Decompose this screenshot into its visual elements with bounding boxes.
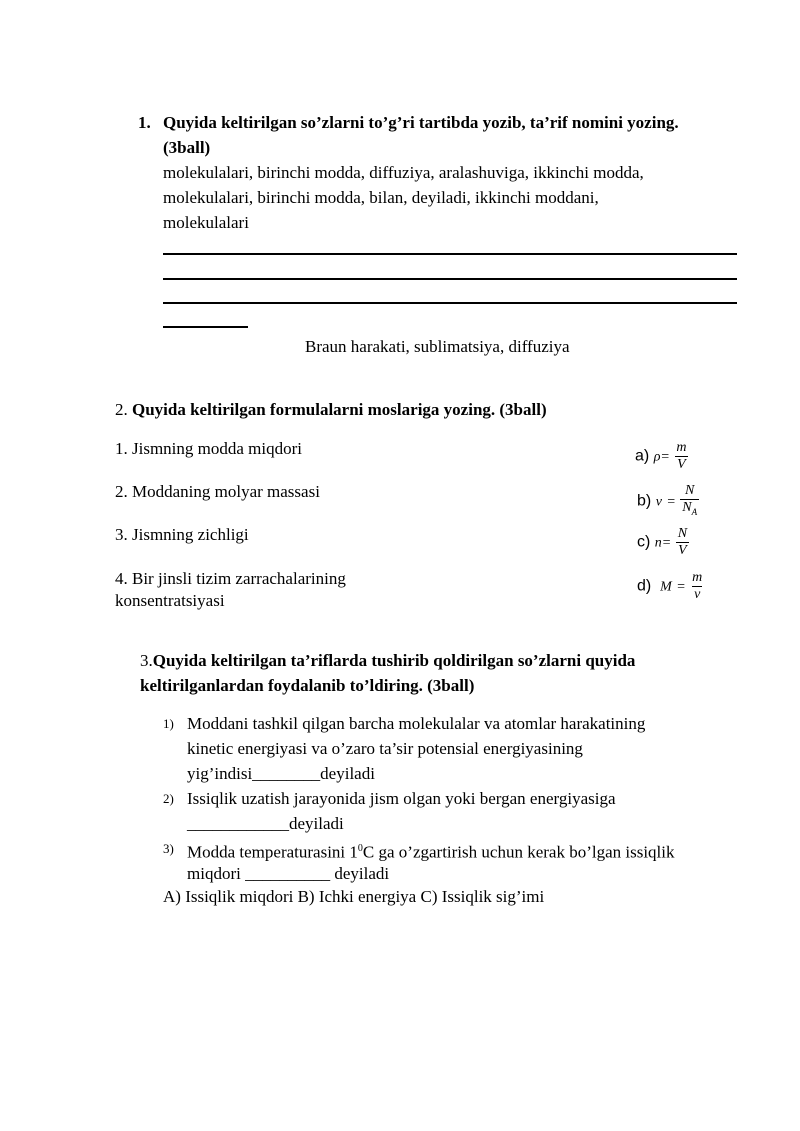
formula-lhs: ν (655, 494, 662, 510)
q3-item-1-line-3[interactable]: yig’indisi________deyiladi (187, 764, 375, 783)
q3-title-line-1: Quyida keltirilgan ta’riflarda tushirib qoldirilgan so’zlarni quyida (152, 651, 636, 670)
formula-numerator: m (676, 440, 687, 455)
formula-label: c) (637, 533, 651, 551)
formula-eq: = (676, 579, 686, 595)
q1-answer-line[interactable] (163, 253, 737, 255)
q1-answer-line[interactable] (163, 278, 737, 280)
q1-words-line-3: molekulalari (163, 213, 249, 232)
q2-item-2: 2. Moddaning molyar massasi (115, 482, 320, 501)
formula-denominator: $N_A$ (680, 499, 699, 520)
q3-item-number: 1) (163, 716, 174, 731)
formula-denominator: ν (694, 587, 701, 602)
formula-numerator: N (677, 526, 688, 541)
q1-block (163, 110, 743, 235)
q2-item-4-cont: konsentratsiyasi (115, 591, 225, 610)
formula-a (635, 440, 688, 473)
q1-options: Braun harakati, sublimatsiya, diffuziya (305, 337, 570, 356)
formula-c (637, 526, 689, 559)
formula-denominator: V (678, 543, 687, 558)
q3-answer-options: A) Issiqlik miqdori B) Ichki energiya C) Issiqlik sig’imi (163, 887, 545, 906)
q3-item-3-line-1: Modda temperaturasini $1^0C$ ga o’zgartirish uchun kerak bo’lgan issiqlik (187, 842, 675, 862)
q3-item-number: 2) (163, 791, 174, 806)
formula-fraction (674, 440, 688, 473)
formula-eq: = (660, 449, 670, 465)
formula-denominator: V (677, 457, 686, 472)
formula-lhs: ρ (653, 449, 661, 465)
formula-subscript: A (691, 506, 698, 517)
formula-numerator: N (685, 483, 695, 498)
q1-answer-line[interactable] (163, 302, 737, 304)
q1-points: (3ball) (163, 138, 211, 157)
formula-eq: = (666, 494, 676, 510)
q2-item-1: 1. Jismning modda miqdori (115, 439, 302, 458)
q2-item-4: 4. Bir jinsli tizim zarrachalarining (115, 569, 346, 588)
q2-title: Quyida keltirilgan formulalarni moslariga yozing. (3ball) (132, 400, 547, 419)
formula-label: b) (637, 492, 652, 510)
q1-number: 1. (138, 113, 151, 132)
formula-lhs: n (654, 535, 662, 551)
formula-label: a) (635, 447, 650, 465)
q3-item-2-line-1: Issiqlik uzatish jarayonida jism olgan yoki bergan energiyasiga (187, 789, 616, 808)
q3-item-1-line-2: kinetic energiyasi va o’zaro ta’sir potensial energiyasining (187, 739, 583, 758)
formula-lhs: M (660, 579, 672, 595)
q2-number: 2. (115, 400, 128, 419)
q2-heading (115, 397, 547, 422)
q1-title: Quyida keltirilgan so’zlarni to’g’ri tartibda yozib, ta’rif nomini yozing. (163, 113, 679, 132)
formula-b (637, 483, 699, 520)
q3-item-number: 3) (163, 841, 174, 856)
formula-fraction (680, 483, 699, 520)
formula-eq: = (661, 535, 672, 551)
q3-number: 3. (140, 651, 153, 670)
q1-words-line-1: molekulalari, birinchi modda, diffuziya, aralashuviga, ikkinchi modda, (163, 163, 644, 182)
formula-label: d) (637, 577, 652, 595)
q3-title-line-2: keltirilganlardan foydalanib to’ldiring. (3ball) (140, 676, 475, 695)
q3-heading (140, 648, 740, 698)
formula-d (637, 570, 704, 603)
formula-fraction (690, 570, 704, 603)
degree-superscript: 0 (357, 843, 363, 854)
formula-fraction (676, 526, 689, 559)
q3-item-3-line-2[interactable]: miqdori __________ deyiladi (187, 864, 390, 883)
q3-item-2-line-2[interactable]: ____________deyiladi (187, 814, 344, 833)
q3-item-1-line-1: Moddani tashkil qilgan barcha molekulalar va atomlar harakatining (187, 714, 646, 733)
q1-words-line-2: molekulalari, birinchi modda, bilan, deyiladi, ikkinchi moddani, (163, 188, 599, 207)
formula-numerator: m (692, 570, 703, 585)
q2-item-3: 3. Jismning zichligi (115, 525, 249, 544)
q1-answer-line-short[interactable] (163, 326, 248, 328)
